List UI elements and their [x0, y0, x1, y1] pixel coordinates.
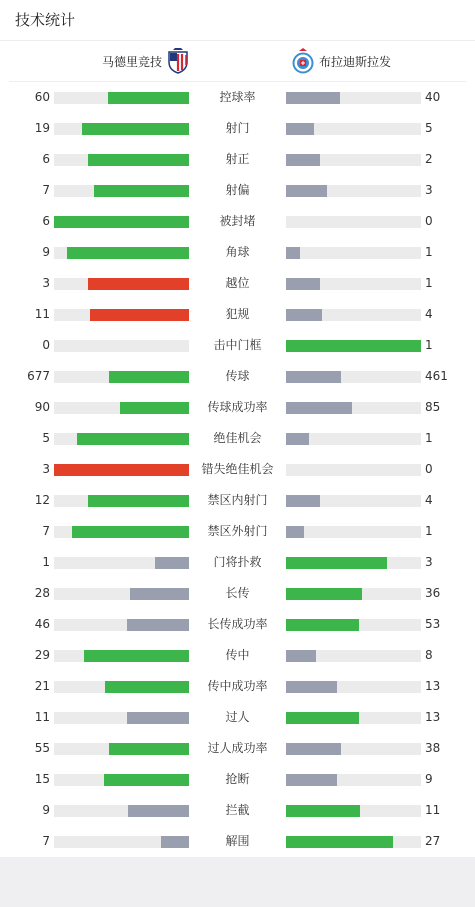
away-stat-bar [286, 557, 421, 569]
stat-row [0, 392, 475, 423]
home-stat-bar-fill [84, 650, 189, 662]
away-stat-bar-fill [286, 185, 327, 197]
home-stat-bar-fill [109, 743, 189, 755]
away-stat-bar [286, 123, 421, 135]
stat-row [0, 733, 475, 764]
home-stat-value: 28 [34, 586, 50, 600]
away-stat-value: 3 [425, 555, 433, 569]
home-stat-bar [54, 247, 189, 259]
stat-label: 传球成功率 [207, 400, 268, 414]
stat-label: 错失绝佳机会 [201, 462, 274, 476]
stat-label: 拦截 [225, 803, 250, 817]
home-stat-bar [54, 402, 189, 414]
away-stat-value: 38 [425, 741, 441, 755]
home-stat-bar-fill [88, 278, 189, 290]
stats-list [0, 82, 475, 857]
stat-label: 禁区外射门 [207, 524, 268, 538]
stat-row [0, 206, 475, 237]
home-stat-bar-fill [109, 371, 189, 383]
stat-row [0, 113, 475, 144]
away-stat-value: 40 [425, 90, 441, 104]
away-stat-value: 8 [425, 648, 433, 662]
home-stat-value: 11 [34, 710, 50, 724]
home-stat-value: 7 [42, 834, 50, 848]
home-stat-value: 19 [34, 121, 50, 135]
home-stat-bar [54, 650, 189, 662]
away-stat-bar [286, 526, 421, 538]
stat-label: 长传 [225, 586, 250, 600]
away-stat-value: 1 [425, 524, 433, 538]
home-stat-bar [54, 495, 189, 507]
home-stat-value: 9 [42, 245, 50, 259]
stat-label: 角球 [225, 245, 250, 259]
away-stat-bar-fill [286, 278, 320, 290]
stat-row [0, 361, 475, 392]
away-stat-bar-fill [286, 340, 421, 352]
home-stat-value: 6 [42, 152, 50, 166]
stat-label: 射门 [225, 121, 250, 135]
home-stat-bar [54, 371, 189, 383]
home-stat-bar [54, 836, 189, 848]
home-stat-bar [54, 309, 189, 321]
stat-row [0, 175, 475, 206]
teams-header [9, 41, 466, 82]
stat-row [0, 454, 475, 485]
home-team-name: 马德里竞技 [101, 54, 162, 69]
away-stat-value: 1 [425, 245, 433, 259]
home-stat-value: 60 [34, 90, 50, 104]
away-stat-bar-fill [286, 123, 314, 135]
away-stat-bar-fill [286, 526, 304, 538]
stat-label: 传球 [225, 369, 250, 383]
home-stat-value: 3 [42, 462, 50, 476]
away-stat-value: 85 [425, 400, 441, 414]
away-stat-bar [286, 681, 421, 693]
stat-label: 越位 [225, 276, 250, 290]
away-team[interactable] [292, 48, 391, 74]
stat-row [0, 609, 475, 640]
away-stat-value: 9 [425, 772, 433, 786]
away-stat-bar-fill [286, 650, 316, 662]
stat-label: 射偏 [225, 183, 250, 197]
home-stat-bar-fill [54, 464, 189, 476]
away-stat-value: 11 [425, 803, 441, 817]
away-stat-value: 1 [425, 431, 433, 445]
away-stat-bar-fill [286, 309, 322, 321]
away-stat-bar [286, 433, 421, 445]
home-stat-bar-fill [108, 92, 189, 104]
home-stat-bar [54, 154, 189, 166]
home-stat-bar-fill [127, 712, 189, 724]
stat-label: 控球率 [219, 90, 256, 104]
home-stat-value: 15 [34, 772, 50, 786]
stat-row [0, 671, 475, 702]
stat-row [0, 826, 475, 857]
home-stat-bar [54, 433, 189, 445]
away-stat-bar [286, 185, 421, 197]
stat-row [0, 485, 475, 516]
home-stat-bar-fill [77, 433, 189, 445]
away-stat-value: 0 [425, 462, 433, 476]
away-stat-bar [286, 340, 421, 352]
stat-label: 抢断 [225, 772, 250, 786]
stat-row [0, 547, 475, 578]
away-stat-value: 1 [425, 338, 433, 352]
home-stat-bar [54, 278, 189, 290]
away-stat-value: 13 [425, 679, 441, 693]
home-stat-bar-fill [67, 247, 189, 259]
away-stat-value: 1 [425, 276, 433, 290]
home-stat-bar [54, 805, 189, 817]
stat-label: 传中 [225, 648, 250, 662]
stat-label: 击中门框 [213, 338, 262, 352]
home-stat-value: 3 [42, 276, 50, 290]
away-stat-bar-fill [286, 402, 352, 414]
home-team[interactable] [102, 48, 189, 74]
stat-label: 解围 [225, 834, 250, 848]
home-stat-value: 46 [34, 617, 50, 631]
home-stat-bar-fill [128, 805, 189, 817]
away-stat-bar [286, 309, 421, 321]
away-stat-bar [286, 836, 421, 848]
stat-label: 射正 [225, 152, 250, 166]
away-stat-bar [286, 743, 421, 755]
slovan-bratislava-crest-icon [292, 48, 314, 74]
stat-label: 禁区内射门 [207, 493, 268, 507]
home-stat-bar [54, 588, 189, 600]
away-stat-bar-fill [286, 619, 359, 631]
away-stat-value: 4 [425, 307, 433, 321]
home-stat-bar-fill [127, 619, 189, 631]
away-stat-bar [286, 278, 421, 290]
home-stat-bar [54, 340, 189, 352]
stat-row [0, 764, 475, 795]
home-stat-bar-fill [94, 185, 189, 197]
stat-row [0, 795, 475, 826]
home-stat-value: 21 [34, 679, 50, 693]
away-stat-bar [286, 154, 421, 166]
home-stat-value: 12 [34, 493, 50, 507]
away-stat-bar-fill [286, 681, 337, 693]
away-stat-bar-fill [286, 743, 341, 755]
away-stat-bar [286, 495, 421, 507]
away-stat-bar [286, 371, 421, 383]
home-stat-bar [54, 774, 189, 786]
home-stat-bar [54, 123, 189, 135]
home-stat-bar [54, 526, 189, 538]
home-stat-bar-fill [88, 154, 189, 166]
home-stat-bar [54, 216, 189, 228]
away-stat-bar-fill [286, 154, 320, 166]
away-stat-bar [286, 588, 421, 600]
atletico-madrid-crest-icon [167, 48, 189, 74]
home-stat-bar [54, 712, 189, 724]
stat-row [0, 423, 475, 454]
away-stat-bar-fill [286, 805, 360, 817]
away-stat-value: 36 [425, 586, 441, 600]
home-stat-value: 6 [42, 214, 50, 228]
home-stat-value: 11 [34, 307, 50, 321]
away-stat-value: 13 [425, 710, 441, 724]
stat-row [0, 330, 475, 361]
away-stat-value: 2 [425, 152, 433, 166]
away-stat-value: 0 [425, 214, 433, 228]
away-stat-bar [286, 805, 421, 817]
stat-row [0, 144, 475, 175]
away-stat-bar-fill [286, 371, 341, 383]
away-stat-bar-fill [286, 588, 362, 600]
away-stat-bar [286, 619, 421, 631]
home-stat-value: 0 [42, 338, 50, 352]
home-stat-value: 1 [42, 555, 50, 569]
away-stat-value: 3 [425, 183, 433, 197]
away-stat-bar-fill [286, 836, 393, 848]
stat-label: 传中成功率 [207, 679, 268, 693]
away-stat-value: 4 [425, 493, 433, 507]
home-stat-value: 55 [34, 741, 50, 755]
home-stat-bar [54, 743, 189, 755]
home-stat-bar-fill [104, 774, 189, 786]
stat-label: 犯规 [225, 307, 250, 321]
stat-label: 过人 [225, 710, 250, 724]
home-stat-value: 7 [42, 524, 50, 538]
home-stat-value: 9 [42, 803, 50, 817]
home-stat-bar-fill [161, 836, 189, 848]
away-stat-bar [286, 650, 421, 662]
away-stat-bar [286, 92, 421, 104]
stat-row [0, 268, 475, 299]
away-stat-value: 27 [425, 834, 441, 848]
home-stat-bar [54, 92, 189, 104]
stat-label: 过人成功率 [207, 741, 268, 755]
home-stat-bar [54, 464, 189, 476]
away-stat-bar [286, 774, 421, 786]
stat-row [0, 82, 475, 113]
home-stat-bar-fill [82, 123, 189, 135]
stat-row [0, 578, 475, 609]
home-stat-value: 29 [34, 648, 50, 662]
stat-row [0, 299, 475, 330]
home-stat-bar [54, 619, 189, 631]
home-stat-value: 90 [34, 400, 50, 414]
away-team-name: 布拉迪斯拉发 [319, 54, 392, 69]
away-stat-bar-fill [286, 495, 320, 507]
away-stat-bar-fill [286, 557, 387, 569]
home-stat-bar [54, 681, 189, 693]
away-stat-bar [286, 216, 421, 228]
away-stat-bar-fill [286, 712, 359, 724]
home-stat-value: 5 [42, 431, 50, 445]
away-stat-bar [286, 247, 421, 259]
away-stat-value: 5 [425, 121, 433, 135]
away-stat-value: 53 [425, 617, 441, 631]
stat-row [0, 237, 475, 268]
away-stat-bar-fill [286, 92, 340, 104]
home-stat-bar-fill [105, 681, 189, 693]
away-stat-bar-fill [286, 247, 300, 259]
home-stat-bar-fill [120, 402, 189, 414]
home-stat-bar [54, 185, 189, 197]
home-stat-bar-fill [130, 588, 189, 600]
stat-label: 被封堵 [219, 214, 256, 228]
home-stat-bar-fill [88, 495, 189, 507]
away-stat-bar [286, 402, 421, 414]
away-stat-bar-fill [286, 433, 309, 445]
home-stat-bar-fill [54, 216, 189, 228]
home-stat-bar-fill [90, 309, 189, 321]
away-stat-bar [286, 464, 421, 476]
away-stat-bar-fill [286, 774, 337, 786]
stat-row [0, 640, 475, 671]
home-stat-bar-fill [155, 557, 189, 569]
stat-row [0, 516, 475, 547]
away-stat-value: 461 [425, 369, 448, 383]
away-stat-bar [286, 712, 421, 724]
section-title: 技术统计 [0, 0, 475, 41]
stat-row [0, 702, 475, 733]
home-stat-bar [54, 557, 189, 569]
home-stat-value: 677 [27, 369, 50, 383]
stat-label: 长传成功率 [207, 617, 268, 631]
stat-label: 门将扑救 [213, 555, 262, 569]
home-stat-value: 7 [42, 183, 50, 197]
stat-label: 绝佳机会 [213, 431, 262, 445]
home-stat-bar-fill [72, 526, 189, 538]
